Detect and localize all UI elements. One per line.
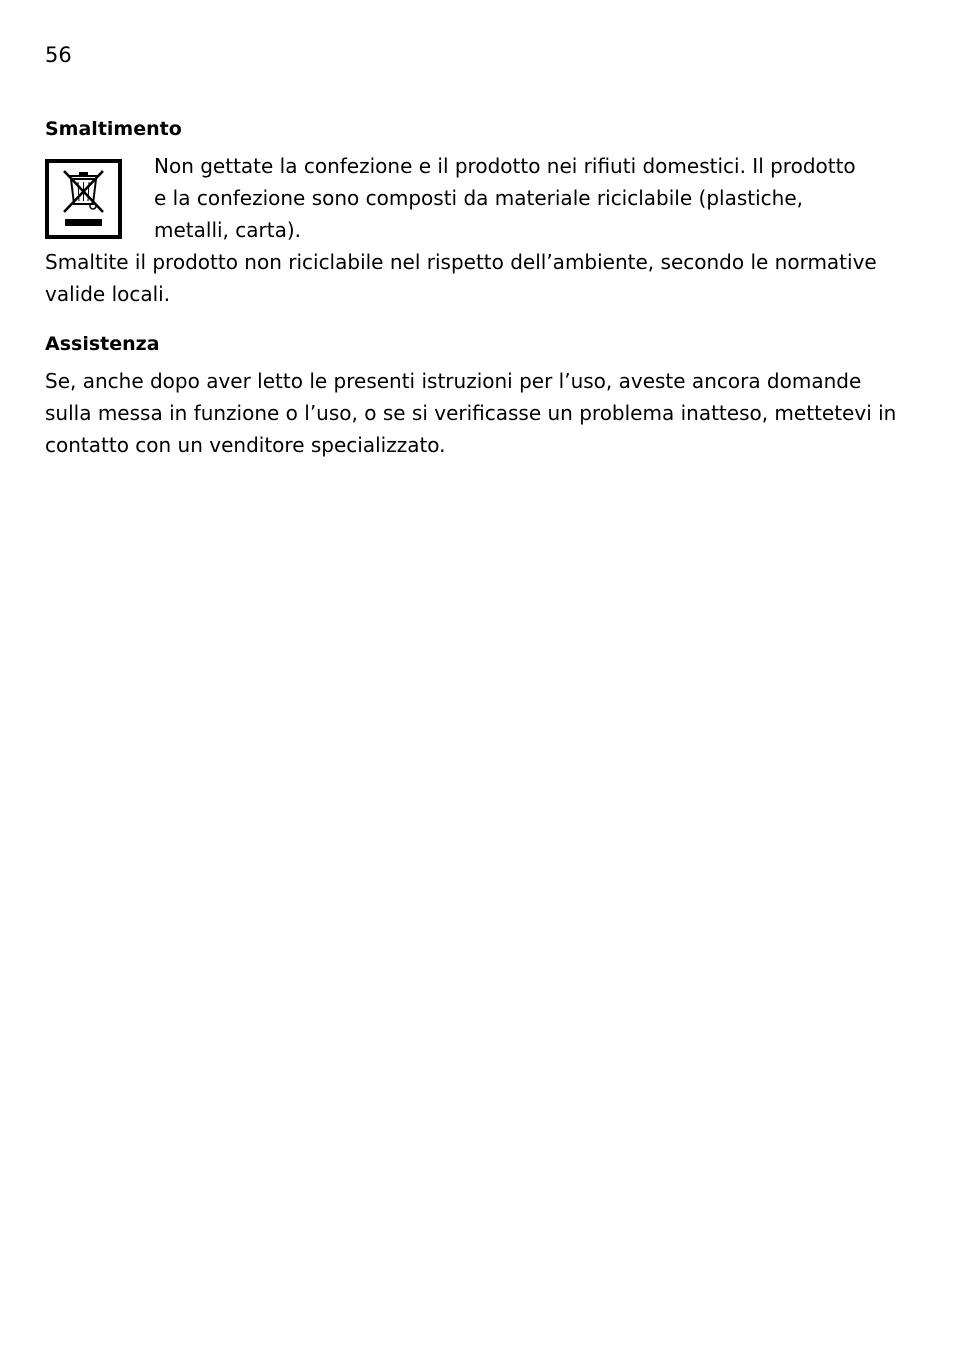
page-number: 56	[45, 43, 72, 67]
disposal-paragraph-1: Non gettate la confezione e il prodotto nei rifiuti domestici. Il prodotto e la confezione sono composti da materiale riciclabile (plastiche, metalli, carta).	[154, 154, 856, 242]
disposal-heading: Smaltimento	[45, 118, 182, 140]
assistance-paragraph: Se, anche dopo aver letto le presenti istruzioni per l’uso, aveste ancora domande sulla messa in funzione o l’uso, o se si verificasse un problema inatteso, mettetevi in contatto con un venditore specializzato.	[45, 369, 897, 457]
assistance-heading: Assistenza	[45, 333, 160, 355]
weee-symbol-icon	[45, 159, 122, 239]
disposal-paragraph-2: Smaltite il prodotto non riciclabile nel rispetto dell’ambiente, secondo le normative valide locali.	[45, 250, 877, 306]
